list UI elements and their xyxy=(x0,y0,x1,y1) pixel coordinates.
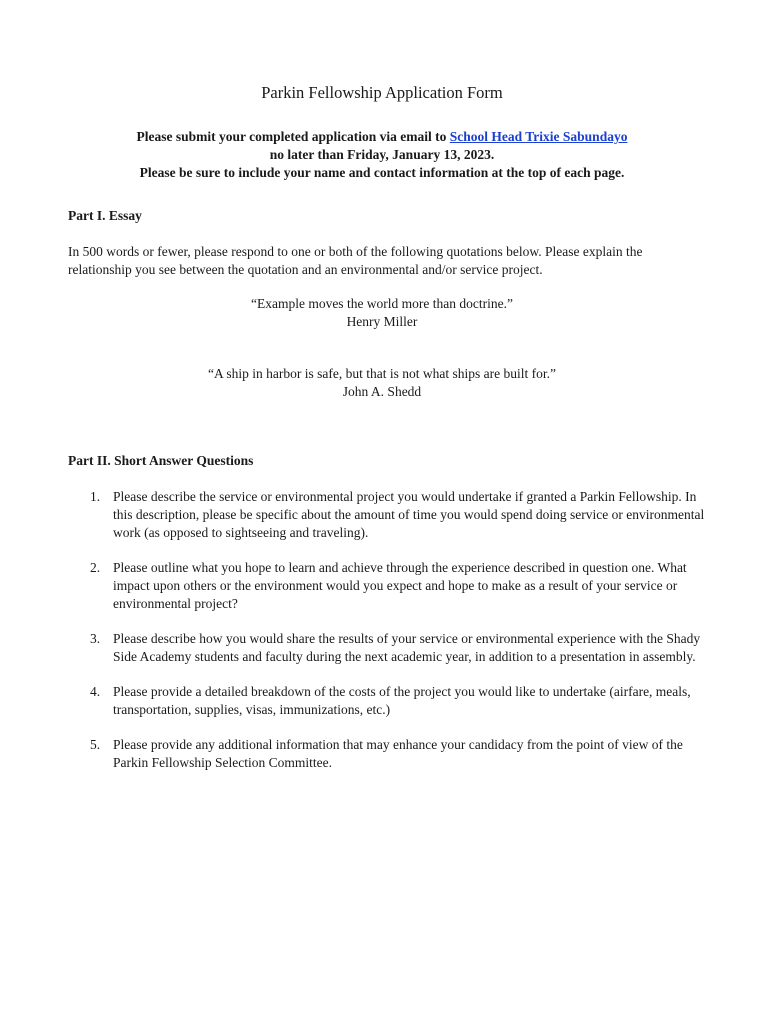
quote-2-text: “A ship in harbor is safe, but that is not what ships are built for.” xyxy=(208,366,556,381)
instructions-contact-note: Please be sure to include your name and contact information at the top of each page. xyxy=(139,165,625,180)
question-item xyxy=(68,736,708,772)
instructions-deadline: no later than Friday, January 13, 2023. xyxy=(269,147,495,162)
question-item xyxy=(68,630,708,666)
essay-prompt: In 500 words or fewer, please respond to one or both of the following quotations below. Please explain the relationship you see between the quotation and an environmental and/or service project. xyxy=(68,244,643,277)
question-item xyxy=(68,683,708,719)
school-head-email-link[interactable]: School Head Trixie Sabundayo xyxy=(449,129,628,144)
quote-1 xyxy=(0,295,764,331)
question-item xyxy=(68,559,708,613)
quote-1-author: Henry Miller xyxy=(346,314,418,329)
question-number: 1. xyxy=(90,489,101,504)
question-text: Please describe how you would share the results of your service or environmental experience with the Shady Side Academy students and faculty during the next academic year, in addition to a presentation in assembly. xyxy=(113,631,701,664)
question-text: Please describe the service or environmental project you would undertake if granted a Parkin Fellowship. In this description, please be specific about the amount of time you would spend doing service or environmental work (as opposed to sightseeing and traveling). xyxy=(113,489,705,540)
question-number: 3. xyxy=(90,631,101,646)
quote-1-text: “Example moves the world more than doctrine.” xyxy=(250,296,514,311)
question-number: 4. xyxy=(90,684,101,699)
quote-2 xyxy=(0,365,764,401)
part-1-heading: Part I. Essay xyxy=(68,208,142,223)
submission-instructions xyxy=(0,128,764,182)
question-text: Please outline what you hope to learn and achieve through the experience described in question one. What impact upon others or the environment would you expect and hope to make as a result of your service or environmental project? xyxy=(113,560,687,611)
quote-2-author: John A. Shedd xyxy=(342,384,422,399)
short-answer-questions xyxy=(68,488,708,789)
question-text: Please provide any additional information that may enhance your candidacy from the point of view of the Parkin Fellowship Selection Committee. xyxy=(113,737,683,770)
instructions-line-1-text: Please submit your completed application via email to xyxy=(136,129,450,144)
instructions-line-1 xyxy=(0,128,764,146)
question-number: 5. xyxy=(90,737,101,752)
part-2-heading: Part II. Short Answer Questions xyxy=(68,453,254,468)
page-title: Parkin Fellowship Application Form xyxy=(261,83,503,102)
question-text: Please provide a detailed breakdown of the costs of the project you would like to undertake (airfare, meals, transportation, supplies, visas, immunizations, etc.) xyxy=(113,684,691,717)
question-item xyxy=(68,488,708,542)
question-number: 2. xyxy=(90,560,101,575)
